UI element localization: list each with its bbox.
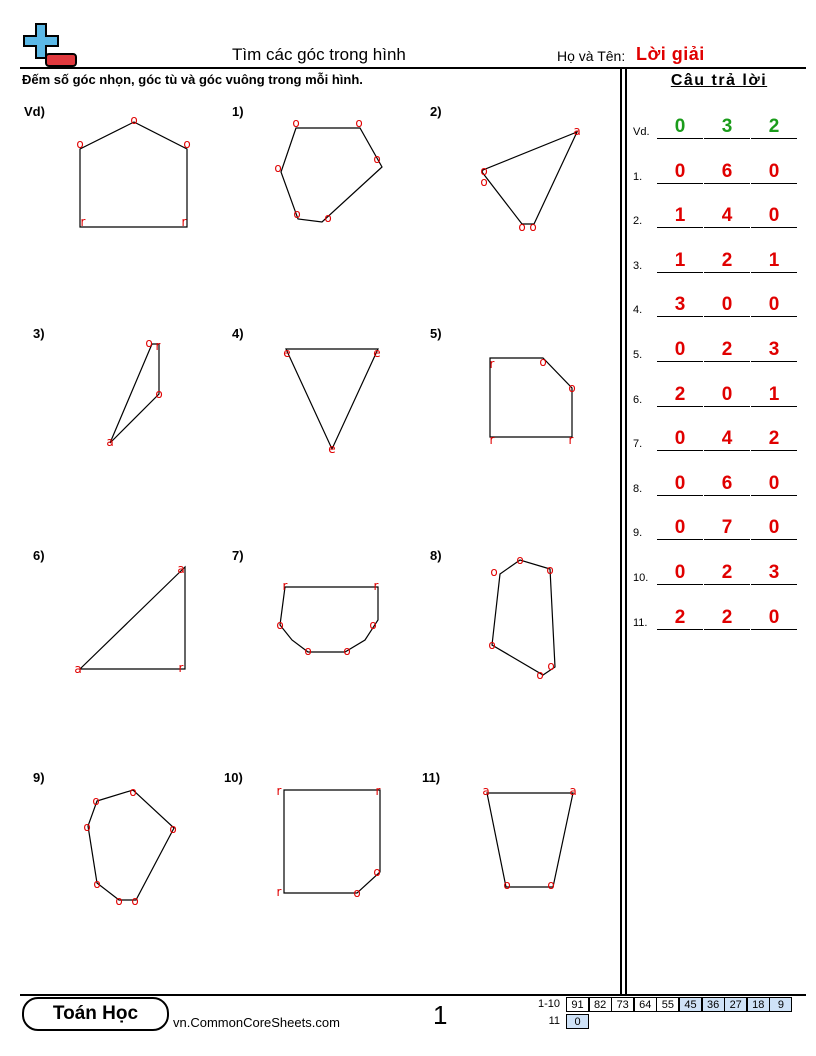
answer-row [633,608,803,630]
answer-row [633,206,803,228]
problem-label-4: 4) [232,326,244,341]
mark-obtuse: o [490,565,498,579]
name-value: Lời giải [636,44,705,64]
answer-acute-count: 2 [657,607,703,630]
answer-right-count: 0 [751,294,797,317]
answer-row [633,251,803,273]
worksheet-title: Tìm các góc trong hình [232,45,406,64]
problem-label-7: 7) [232,548,244,563]
answer-acute-count: 0 [657,473,703,496]
answer-obtuse-count: 0 [704,384,750,407]
mark-obtuse: o [355,116,363,130]
answer-obtuse-count: 2 [704,250,750,273]
mark-acute: a [573,124,581,138]
answer-right-count: 1 [751,384,797,407]
shape-example [80,122,187,227]
shape-6 [80,567,185,669]
shape-7 [280,587,378,652]
answer-row [633,385,803,407]
mark-acute: a [569,784,577,798]
answer-row [633,295,803,317]
problem-label-1: 1) [232,104,244,119]
mark-obtuse: o [480,164,488,178]
answer-column-divider [620,67,622,995]
answer-obtuse-count: 3 [704,116,750,139]
answer-acute-count: 0 [657,339,703,362]
mark-obtuse: o [274,161,282,175]
problem-label-2: 2) [430,104,442,119]
mark-obtuse: o [343,644,351,658]
answer-acute-count: 1 [657,205,703,228]
mark-obtuse: o [547,878,555,892]
score-cell: 64 [634,997,657,1012]
answer-row-label: 3. [633,259,643,272]
mark-obtuse: o [518,220,526,234]
answer-acute-count: 1 [657,250,703,273]
mark-obtuse: o [373,152,381,166]
mark-obtuse: o [130,113,138,127]
answer-obtuse-count: 6 [704,161,750,184]
answer-row-label: 10. [633,572,649,584]
mark-right: r [282,579,288,593]
problem-label-8: 8) [430,548,442,563]
mark-obtuse: o [293,207,301,221]
mark-right: r [489,357,495,371]
score-row-label: 1-10 [537,998,560,1010]
mark-obtuse: o [145,336,153,350]
answer-obtuse-count: 4 [704,428,750,451]
answer-acute-count: 0 [657,517,703,540]
answer-obtuse-count: 6 [704,473,750,496]
mark-obtuse: o [292,116,300,130]
page-number: 1 [433,1000,448,1030]
answer-acute-count: 0 [657,161,703,184]
mark-right: r [276,885,282,899]
answer-obtuse-count: 7 [704,517,750,540]
answer-right-count: 0 [751,473,797,496]
mark-obtuse: o [155,387,163,401]
mark-obtuse: o [131,894,139,908]
answer-acute-count: 2 [657,384,703,407]
answer-obtuse-count: 2 [704,607,750,630]
answer-row-label: 5. [633,349,643,361]
answer-row-label: 11. [633,616,648,629]
answer-right-count: 0 [751,161,797,184]
mark-right: r [276,784,282,798]
mark-obtuse: o [83,820,91,834]
mark-obtuse: o [539,355,547,369]
score-cell: 0 [566,1014,589,1029]
mark-acute-alt: e [328,442,336,456]
mark-obtuse: o [373,865,381,879]
score-cell: 36 [702,997,725,1012]
answer-row-label: 2. [633,215,643,228]
instructions: Đếm số góc nhọn, góc tù và góc vuông trong mỗi hình. [22,72,363,87]
problem-label-10: 10) [224,770,243,785]
answer-obtuse-count: 2 [704,339,750,362]
mark-right: r [155,339,161,353]
problem-label-9: 9) [33,770,45,785]
answer-row-label: 9. [633,527,643,540]
problem-label-5: 5) [430,326,442,341]
score-cell: 9 [769,997,792,1012]
answer-row [633,162,803,184]
mark-obtuse: o [276,618,284,632]
answer-row [633,518,803,540]
answers-title: Câu trả lời [670,72,768,89]
answer-right-count: 3 [751,339,797,362]
answer-row-label: 1. [633,170,643,183]
mark-obtuse: o [529,220,537,234]
answer-row [633,117,803,139]
mark-obtuse: o [503,878,511,892]
mark-obtuse: o [480,175,488,189]
problem-label-example: Vd) [24,104,45,119]
shape-5 [490,358,572,437]
footer-rule [20,994,806,996]
answer-column-divider-2 [625,67,627,995]
mark-acute: a [74,662,82,676]
shape-3 [110,344,159,443]
mark-right: r [373,579,379,593]
score-cell: 91 [566,997,589,1012]
name-label: Họ và Tên: [557,48,626,64]
mark-acute-alt: e [373,346,381,360]
score-cell: 55 [656,997,679,1012]
mark-obtuse: o [546,563,554,577]
mark-obtuse: o [568,381,576,395]
mark-obtuse: o [76,137,84,151]
shape-9 [88,790,177,900]
shape-2 [482,132,577,224]
answer-row-label: Vd. [633,126,650,138]
answer-right-count: 1 [751,250,797,273]
answer-acute-count: 0 [657,562,703,585]
score-cell: 45 [679,997,702,1012]
mark-right: r [489,433,495,447]
mark-obtuse: o [92,794,100,808]
problem-label-3: 3) [33,326,45,341]
answer-right-count: 3 [751,562,797,585]
mark-obtuse: o [129,785,137,799]
shape-10 [284,790,380,893]
mark-obtuse: o [353,886,361,900]
answer-right-count: 2 [751,428,797,451]
shape-8 [492,560,555,675]
mark-acute: a [106,435,114,449]
shape-4 [286,349,378,449]
score-cell: 73 [611,997,634,1012]
answer-right-count: 0 [751,607,797,630]
score-cell: 82 [589,997,612,1012]
answer-row [633,474,803,496]
mark-obtuse: o [536,668,544,682]
mark-obtuse: o [304,644,312,658]
answer-row-label: 4. [633,304,643,317]
answer-obtuse-count: 4 [704,205,750,228]
answer-row-label: 6. [633,393,643,406]
score-row-label: 11 [548,1015,560,1027]
answer-right-count: 0 [751,205,797,228]
mark-right: r [375,784,381,798]
answer-acute-count: 0 [657,428,703,451]
mark-obtuse: o [324,211,332,225]
mark-obtuse: o [516,553,524,567]
mark-obtuse: o [115,894,123,908]
answer-row-label: 7. [633,438,643,451]
problem-label-11: 11) [422,770,441,785]
answer-obtuse-count: 2 [704,562,750,585]
mark-acute-alt: e [283,346,291,360]
mark-obtuse: o [547,659,555,673]
mark-obtuse: o [169,822,177,836]
shape-11 [487,793,573,887]
mark-right: r [80,215,86,229]
score-cell: 18 [747,997,770,1012]
mark-obtuse: o [183,137,191,151]
mark-right: r [568,433,574,447]
mark-obtuse: o [488,638,496,652]
mark-obtuse: o [369,618,377,632]
mark-obtuse: o [93,877,101,891]
answer-row [633,429,803,451]
answer-right-count: 0 [751,517,797,540]
site-url: vn.CommonCoreSheets.com [173,1015,340,1030]
answer-right-count: 2 [751,116,797,139]
mark-right: r [181,215,187,229]
answer-acute-count: 0 [657,116,703,139]
problem-label-6: 6) [33,548,45,563]
brand-logo: Toán Học [22,997,169,1031]
mark-right: r [178,661,184,675]
answer-acute-count: 3 [657,294,703,317]
mark-acute: a [177,562,185,576]
answer-row [633,340,803,362]
answer-obtuse-count: 0 [704,294,750,317]
answer-row-label: 8. [633,482,643,495]
score-cell: 27 [724,997,747,1012]
answer-row [633,563,803,585]
mark-acute: a [482,784,490,798]
